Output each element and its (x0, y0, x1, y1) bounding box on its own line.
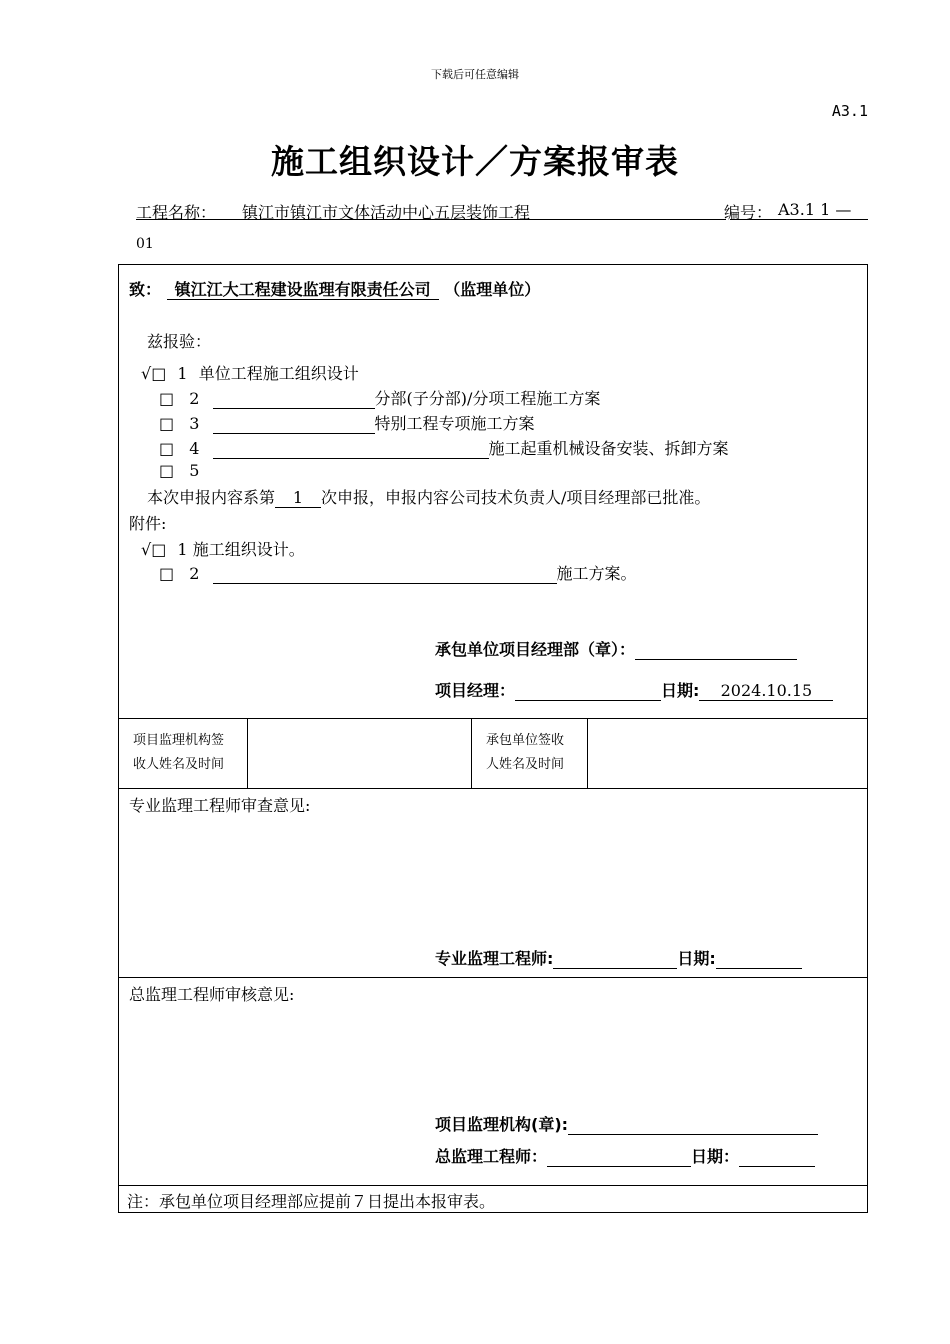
submission-count-value[interactable]: 1 (275, 488, 321, 508)
chief-review-section (119, 978, 867, 1186)
page-title: 施工组织设计／方案报审表 (271, 142, 679, 181)
contractor-seal-row: 承包单位项目经理部（章）： (435, 637, 797, 660)
attachments-label: 附件: (129, 514, 167, 533)
attachment-1: √□ 1 施工组织设计。 (141, 540, 305, 559)
chief-sign-field[interactable] (547, 1148, 691, 1167)
org-seal-row: 项目监理机构(章): (435, 1112, 818, 1135)
project-row (136, 200, 868, 220)
footer-note-section (119, 1186, 867, 1212)
supervisor-receipt-label-1: 项目监理机构签 (133, 733, 225, 748)
contractor-receipt-label-2: 人姓名及时间 (486, 757, 565, 772)
item-4: □ 4 施工起重机械设备安装、拆卸方案 (159, 439, 729, 458)
addressee-label: 致： (129, 280, 162, 299)
item-3: □ 3 特别工程专项施工方案 (159, 414, 535, 433)
supervisor-receipt-label-2: 收人姓名及时间 (133, 757, 225, 772)
project-name-value: 镇江市镇江市文体活动中心五层装饰工程 (242, 203, 531, 222)
submission-section (119, 265, 867, 719)
engineer-date-field[interactable] (716, 950, 802, 969)
serial-label: 编号： (724, 203, 773, 222)
item-2: □ 2 分部(子分部)/分项工程施工方案 (159, 389, 601, 408)
receipt-section (119, 719, 867, 789)
item-1: √□ 1 单位工程施工组织设计 (141, 364, 359, 383)
serial-value: A3.1 1 — (778, 200, 852, 219)
contractor-receipt-label-1: 承包单位签收 (486, 733, 565, 748)
footer-note: 注：承包单位项目经理部应提前７日提出本报审表。 (127, 1192, 496, 1211)
engineer-opinion-label: 专业监理工程师审查意见: (129, 796, 311, 815)
submission-count: 本次申报内容系第 1 次申报，申报内容公司技术负责人/项目经理部已批准。 (147, 488, 711, 507)
checkbox-icon[interactable]: □ (159, 564, 175, 583)
manager-field[interactable] (515, 682, 661, 701)
header-note: 下载后可任意编辑 (431, 68, 519, 81)
form-code: A3.1 (831, 102, 868, 120)
addressee-row (129, 277, 540, 300)
serial-continuation: 01 (136, 236, 154, 252)
project-name-label: 工程名称： (136, 203, 217, 222)
blank-field[interactable] (213, 440, 489, 459)
checkbox-icon[interactable]: □ (159, 389, 175, 408)
addressee-suffix: （监理单位） (444, 280, 541, 299)
item-5: □ 5 (159, 461, 200, 480)
checkbox-checked-icon[interactable]: √□ (141, 364, 167, 383)
checkbox-icon[interactable]: □ (159, 439, 175, 458)
checkbox-checked-icon[interactable]: √□ (141, 540, 167, 559)
engineer-sign-field[interactable] (553, 950, 677, 969)
checkbox-icon[interactable]: □ (159, 414, 175, 433)
org-seal-field[interactable] (568, 1116, 818, 1135)
blank-field[interactable] (213, 565, 557, 584)
engineer-sign-row: 专业监理工程师: 日期: (435, 946, 802, 969)
contractor-seal-field[interactable] (635, 641, 797, 660)
manager-row: 项目经理： 日期: 2024.10.15 (435, 678, 833, 701)
submission-date[interactable]: 2024.10.15 (699, 681, 833, 701)
engineer-review-section (119, 789, 867, 978)
blank-field[interactable] (213, 415, 375, 434)
approval-form-table (118, 264, 868, 1213)
supervisor-receipt-field[interactable] (247, 719, 471, 789)
chief-date-field[interactable] (739, 1148, 815, 1167)
attachment-2: □ 2 施工方案。 (159, 564, 637, 583)
checkbox-icon[interactable]: □ (159, 461, 175, 480)
intro-text: 兹报验： (147, 332, 212, 351)
contractor-receipt-field[interactable] (587, 719, 867, 789)
chief-opinion-label: 总监理工程师审核意见: (129, 985, 295, 1004)
blank-field[interactable] (213, 390, 375, 409)
addressee-value: 镇江江大工程建设监理有限责任公司 (167, 280, 439, 300)
chief-sign-row: 总监理工程师： 日期： (435, 1144, 815, 1167)
